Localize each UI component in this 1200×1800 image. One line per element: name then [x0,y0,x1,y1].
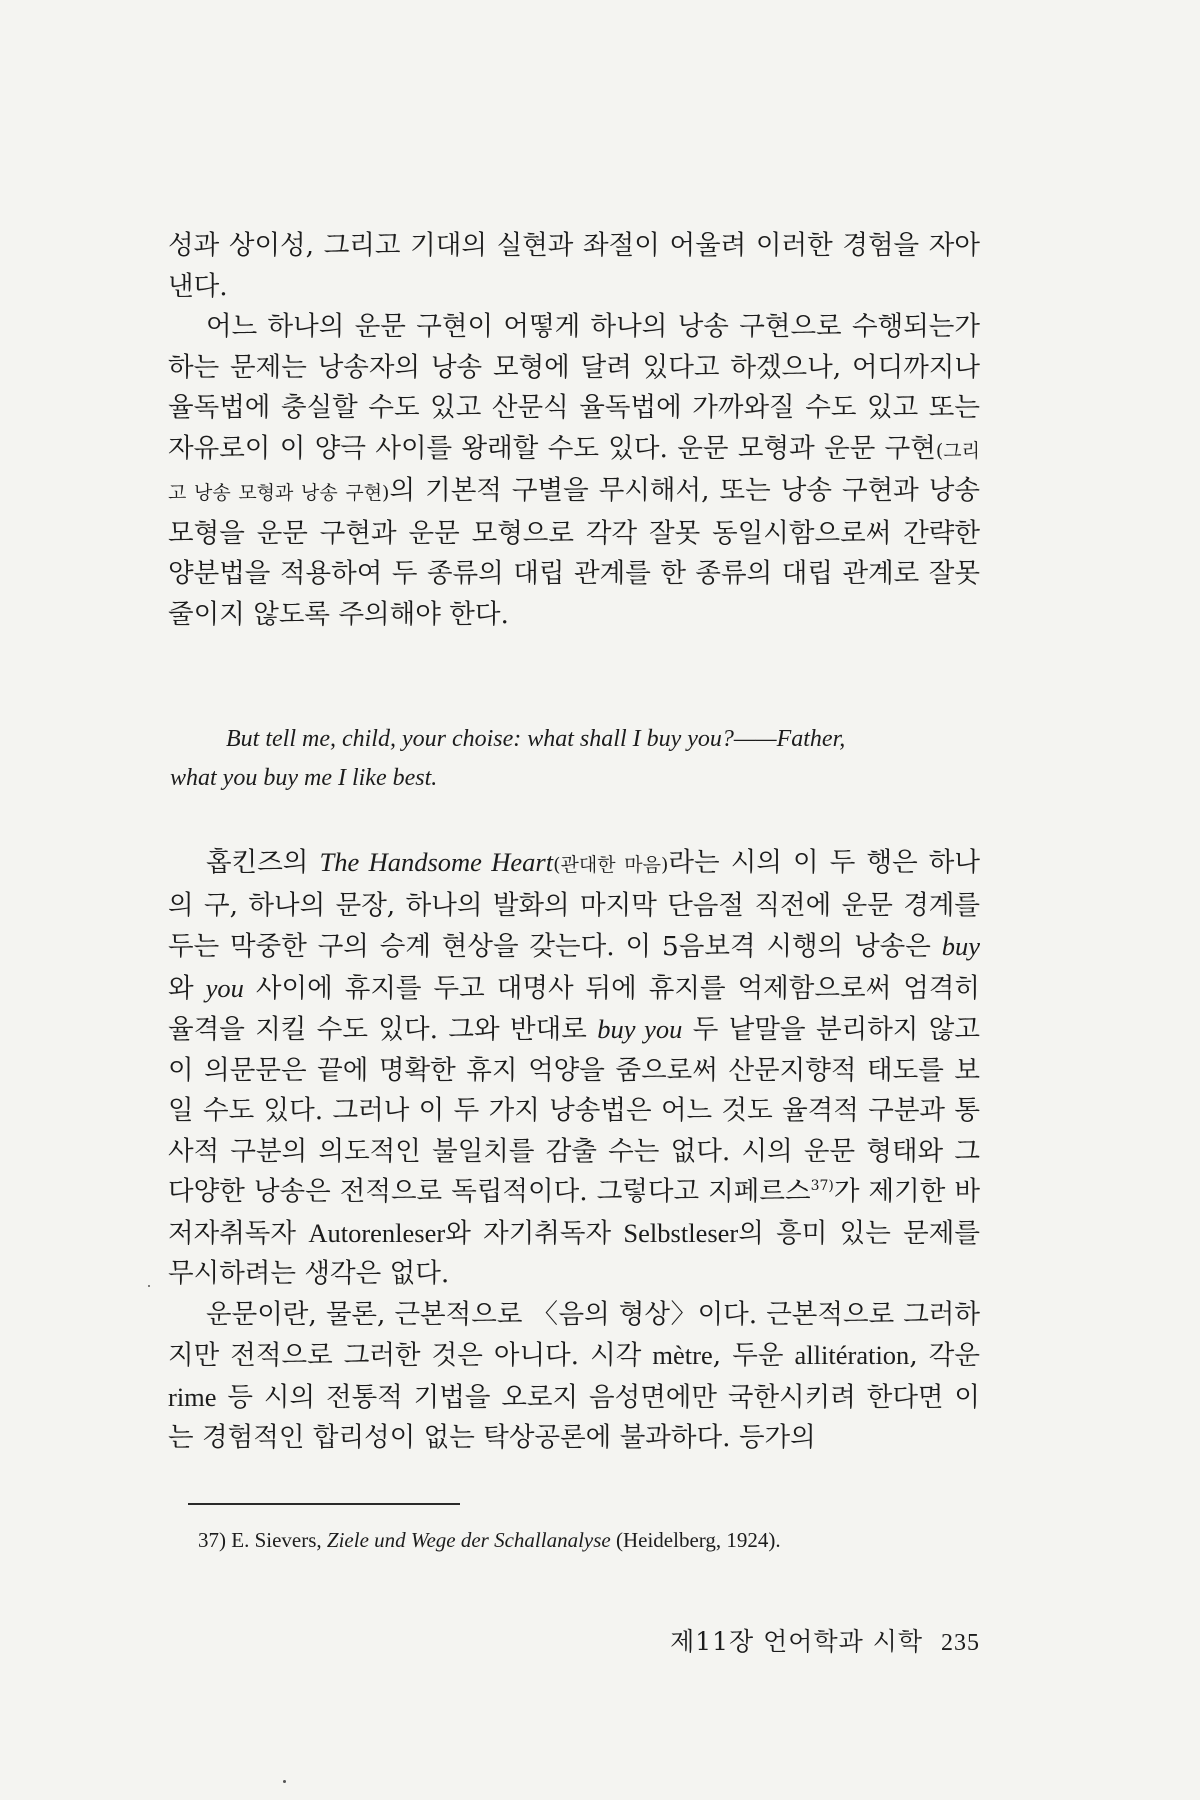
body-text-main [168,842,980,1459]
term-alliteration: allitération [794,1340,910,1370]
text-run: 가 제기한 바 저자취독자 [168,1176,981,1249]
term-selbstleser: Selbstleser [623,1217,739,1248]
verse-quotation [170,720,980,798]
text-run: 운문이란, 물론, 근본적으로 〈음의 형상〉이다. 근본적으로 그러하지만 전적으로 그러한 것은 아니다. 시각 [168,1298,980,1371]
verse-line-2: what you buy me I like best. [170,765,438,791]
paragraph-hopkins [168,842,980,1295]
text-run: 와 [168,972,206,1004]
scan-speck [148,1285,150,1287]
paragraph-recitation-parenthetical: (그리고 낭송 모형과 낭송 구현) [168,439,980,504]
term-autorenleser: Autorenleser [308,1217,446,1248]
text-run: 사이에 휴지를 두고 대명사 뒤에 휴지를 억제함으로써 엄격히 율격을 지킬 수도 있다. 그와 반대로 [168,972,980,1045]
footnote-author: E. Sievers, [231,1528,327,1552]
paragraph-recitation-rest: 의 기본적 구별을 무시해서, 또는 낭송 구현과 낭송 모형을 운문 구현과 운문 모형으로 각각 잘못 동일시함으로써 간략한 양분법을 적용하여 두 종류의 대립 관계를 한 종류의 대립 관계로 잘못 줄이지 않도록 주의해야 한다. [168,475,980,630]
verse-line-1: But tell me, child, your choise: what shall I buy you?——Father, [226,726,846,752]
text-run: , 두운 [712,1340,795,1371]
words-buy-you: buy you [597,1014,683,1044]
word-you: you [205,972,244,1003]
chapter-title: 제11장 언어학과 시학 [670,1627,923,1656]
footnote-title: Ziele und Wege der Schallanalyse [326,1528,611,1552]
text-run: 홉킨즈의 [206,847,320,878]
footnote-divider [188,1503,460,1505]
footnote-number: 37) [198,1528,226,1552]
paragraph-sound-shape [168,1295,980,1459]
text-run: 두 낱말을 분리하지 않고 이 의문문은 끝에 명확한 휴지 억양을 줌으로써 산문지향적 태도를 보일 수도 있다. 그러나 이 두 가지 낭송법은 어느 것도 율격적 구분과 통사적 구분의 의도적인 불일치를 감출 수는 없다. 시의 운문 형태와 그 다양한 낭송은 전적으로 독립적이다. 그렇다고 지페르스 [168,1014,981,1207]
text-run: 의 흥미 있는 문제를 무시하려는 생각은 없다. [168,1217,980,1289]
word-buy: buy [941,931,980,961]
text-run: 등 시의 전통적 기법을 오로지 음성면에만 국한시키려 한다면 이는 경험적인 합리성이 없는 탁상공론에 불과하다. 등가의 [168,1381,980,1453]
text-run: 와 자기취독자 [445,1217,624,1249]
page-number: 235 [941,1630,980,1656]
poem-title: The Handsome Heart [319,847,554,877]
term-metre: mètre [652,1340,713,1370]
body-text-top [168,226,980,635]
poem-title-gloss: (관대한 마음) [553,854,669,876]
text-run: , 각운 [909,1340,981,1371]
paragraph-recitation-text: 어느 하나의 운문 구현이 어떻게 하나의 낭송 구현으로 수행되는가 하는 문제는 낭송자의 낭송 모형에 달려 있다고 하겠으나, 어디까지나 율독법에 충실할 수도 있고 산문식 율독법에 가까와질 수도 있고 또는 자유로이 이 양극 사이를 왕래할 수도 있다. 운문 모형과 운문 구현 [168,311,980,464]
footnote-reference: 37) [810,1178,834,1194]
scan-speck [283,1780,286,1783]
term-rime: rime [168,1381,217,1412]
footnote-publication: (Heidelberg, 1924). [610,1528,781,1552]
text-run: 라는 시의 이 두 행은 하나의 구, 하나의 문장, 하나의 발화의 마지막 단음절 직전에 운문 경계를 두는 막중한 구의 승계 현상을 갖는다. 이 5음보격 시행의 낭송은 [168,847,980,962]
paragraph-continuation: 성과 상이성, 그리고 기대의 실현과 좌절이 어울려 이러한 경험을 자아낸다. [168,230,980,302]
running-footer [670,1622,980,1658]
footnote-37 [198,1525,988,1555]
paragraph-recitation [168,307,980,635]
